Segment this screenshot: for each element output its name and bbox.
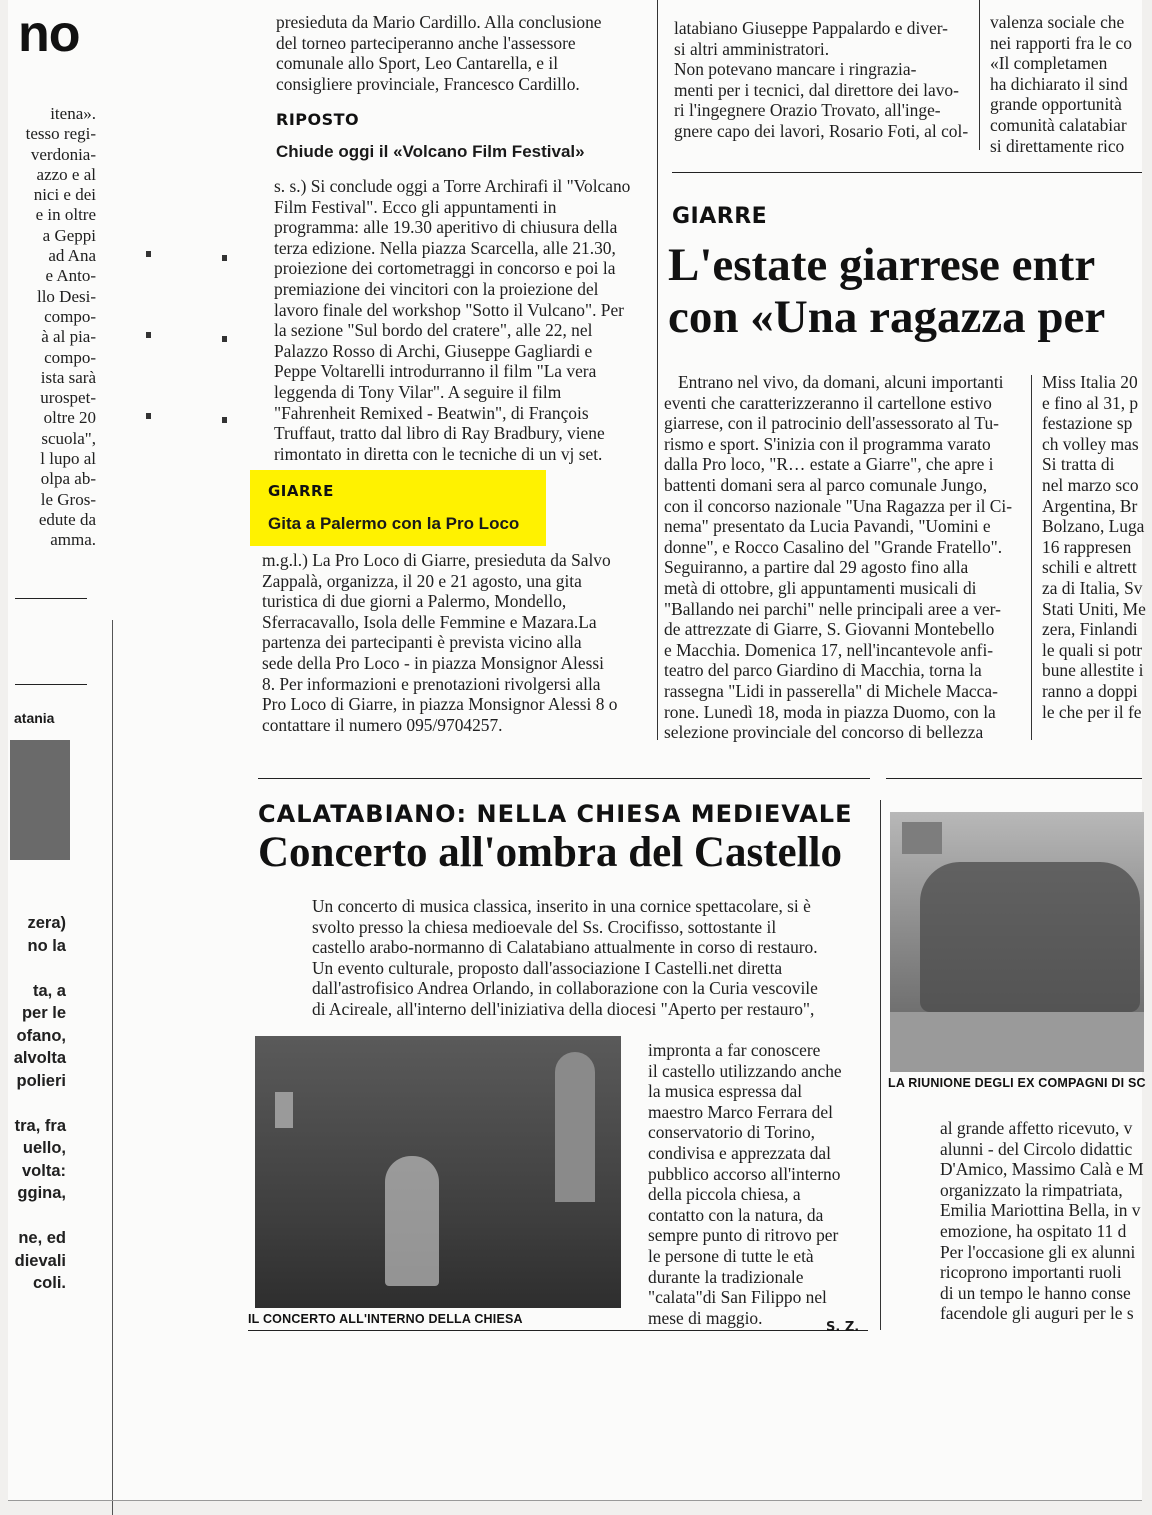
text-line: mese di maggio. [648, 1307, 763, 1328]
reunion-article-text [940, 1118, 1144, 1324]
text-line: 16 rappresen [1042, 536, 1132, 557]
text-line: scuola", [41, 428, 96, 448]
left-column-divider [15, 598, 87, 599]
text-line: m.g.l.) La Pro Loco di Giarre, presieduta da Salvo [262, 550, 611, 570]
text-line: alvolta [13, 1049, 66, 1067]
page-fold [8, 1500, 1142, 1501]
column-rule [979, 0, 980, 150]
text-line: «Il completamen [990, 53, 1108, 74]
bullet-dot [146, 413, 151, 419]
text-line: contattare il numero 095/9704257. [262, 714, 503, 735]
calatabiano-signature: S. Z. [826, 1320, 860, 1335]
text-line: di Acireale, all'interno dell'iniziativa della diocesi "Aperto per restauro", [312, 998, 815, 1019]
text-line: al grande affetto ricevuto, v [940, 1118, 1133, 1138]
text-line: la musica espressa dal [648, 1081, 803, 1102]
text-line: consigliere provinciale, Francesco Cardillo. [276, 73, 580, 94]
section-rule [886, 778, 1142, 779]
text-line: Pro Loco di Giarre, in piazza Monsignor Alessi 8 o [262, 694, 618, 715]
text-line: del torneo parteciperanno anche l'assessore [276, 32, 576, 53]
text-line: le quali si potr [1042, 639, 1142, 660]
sofa [890, 1012, 1144, 1072]
giarre-main-headline-line-2: con «Una ragazza per [668, 291, 1106, 343]
text-line: comunità calatabiar [990, 114, 1127, 135]
text-line: contatto con la natura, da [648, 1204, 824, 1225]
text-line: le Gros- [40, 489, 96, 509]
text-line [14, 1092, 66, 1115]
giarre-main-headline-line-1: L'estate giarrese entr [668, 239, 1096, 291]
text-line: per le [21, 1004, 66, 1022]
text-line: Emilia Mariottina Bella, in v [940, 1200, 1141, 1221]
text-line: za di Italia, Sv [1042, 577, 1143, 598]
text-line: dievali [14, 1251, 66, 1270]
text-line: e in oltre [35, 205, 96, 225]
text-line: selezione provinciale del concorso di bellezza [664, 722, 984, 743]
text-line: emozione, ha ospitato 11 d [940, 1220, 1127, 1241]
text-line: ranno a doppi [1042, 680, 1138, 701]
text-line: grande opportunità [990, 94, 1122, 115]
concert-photo [255, 1036, 621, 1308]
text-line: le persone di tutte le età [648, 1245, 814, 1266]
text-line: Un evento culturale, proposto dall'associazione I Castelli.net diretta [312, 957, 783, 978]
text-line: leggenda di Tony Vilar". A seguire il film [274, 381, 562, 402]
text-line: Zappalà, organizza, il 20 e 21 agosto, una gita [262, 570, 582, 591]
text-line: 8. Per informazioni e prenotazioni rivolgersi alla [262, 673, 601, 694]
text-line: rone. Lunedì 18, moda in piazza Duomo, con la [664, 701, 996, 722]
text-line: tra, fra [14, 1116, 66, 1135]
left-strip-label-catania: atania [14, 710, 55, 726]
text-line: Argentina, Br [1042, 495, 1138, 516]
text-line: impronta a far conoscere [648, 1040, 821, 1060]
left-strip-photo [10, 740, 70, 860]
text-line: Per l'occasione gli ex alunni [940, 1241, 1136, 1262]
text-line: volta: [21, 1161, 66, 1180]
text-line: battenti domani sera al parco comunale Jungo, [664, 474, 988, 495]
bullet-dot [222, 255, 227, 261]
text-line: Bolzano, Luga [1042, 516, 1145, 537]
text-line: urospet- [40, 388, 96, 408]
text-line: durante la tradizionale [648, 1266, 804, 1287]
text-line: giarrese, con il patrocinio dell'assessorato al Tu- [664, 413, 999, 434]
text-line: ch volley mas [1042, 433, 1139, 454]
text-line: schili e altrett [1042, 557, 1137, 578]
text-line: zera, Finlandi [1042, 619, 1138, 640]
text-line: valenza sociale che [990, 12, 1125, 32]
riposto-kicker: RIPOSTO [276, 110, 360, 129]
text-line: ha dichiarato il sind [990, 73, 1128, 94]
text-line: nei rapporti fra le co [990, 32, 1132, 53]
text-line [14, 1205, 66, 1228]
text-line: menti per i tecnici, dal direttore dei lavo- [674, 79, 959, 100]
text-line: Seguiranno, a partire dal 29 agosto fino alla [664, 557, 969, 578]
riposto-article-text [274, 176, 630, 464]
text-line: teatro del parco Giardino di Macchia, torna la [664, 660, 982, 681]
giarre-main-text-left [664, 372, 1012, 743]
text-line: le che per il fe [1042, 701, 1142, 722]
left-column-rule [112, 620, 113, 1515]
text-line: "Fahrenheit Remixed - Beatwin", di François [274, 402, 589, 423]
calatabiano-headline: Concerto all'ombra del Castello [258, 829, 842, 876]
text-line: bune allestite i [1042, 660, 1144, 681]
bullet-dot [222, 336, 227, 342]
church-window [275, 1092, 293, 1128]
column-rule [657, 0, 658, 740]
column-rule [1031, 375, 1032, 740]
text-line: Miss Italia 20 [1042, 372, 1138, 392]
column-b-top-text [674, 18, 968, 142]
calatabiano-side-text [648, 1040, 842, 1328]
musician-figure [385, 1156, 439, 1286]
text-line: di un tempo le hanno conse [940, 1282, 1131, 1303]
text-line: con il concorso nazionale "Una Ragazza per il Ci- [664, 495, 1013, 516]
text-line: à al pia- [41, 327, 96, 347]
reunion-photo-caption: LA RIUNIONE DEGLI EX COMPAGNI DI SC [888, 1076, 1146, 1090]
text-line: rimontato in diretta con le tecniche di un vj set. [274, 443, 603, 464]
text-line: uello, [22, 1139, 66, 1157]
left-strip [0, 0, 112, 1340]
text-line: programma: alle 19.30 aperitivo di chiusura della [274, 217, 618, 238]
text-line: a Geppi [42, 225, 96, 245]
text-line: castello arabo-normanno di Calatabiano attualmente in corso di restauro. [312, 937, 818, 958]
text-line: partenza dei partecipanti è prevista vicino alla [262, 632, 582, 653]
text-line: edute da [38, 509, 96, 529]
text-line: Film Festival". Ecco gli appuntamenti in [274, 196, 557, 217]
text-line: pubblico accorso all'interno [648, 1163, 841, 1184]
giarre-short-kicker: GIARRE [268, 482, 334, 500]
text-line: Non potevano mancare i ringrazia- [674, 59, 917, 80]
text-line: organizzato la rimpatriata, [940, 1179, 1123, 1200]
left-strip-text-lower [14, 912, 66, 1295]
text-line: premiazione dei vincitori con la proiezione del [274, 278, 599, 299]
text-line: ggina, [17, 1184, 66, 1202]
text-line: e fino al 31, p [1042, 392, 1139, 413]
text-line: comunale allo Sport, Leo Cantarella, e il [276, 53, 559, 74]
text-line: la sezione "Sul bordo del cratere", alle 22, nel [274, 320, 593, 341]
text-line: ricoprono importanti ruoli [940, 1262, 1122, 1283]
calatabiano-kicker: CALATABIANO: NELLA CHIESA MEDIEVALE [258, 800, 853, 828]
text-line: compo- [44, 306, 96, 326]
text-line: nema" presentato da Lucia Pavandi, "Uomini e [664, 516, 991, 537]
text-line: ofano, [16, 1026, 66, 1045]
text-line: e Macchia. Domenica 17, nell'incantevole anfi- [664, 639, 994, 660]
text-line: coli. [32, 1274, 66, 1292]
bullet-dot [146, 332, 151, 338]
text-line: facendole gli auguri per le s [940, 1303, 1134, 1324]
text-line: compo- [44, 347, 96, 367]
text-line: presieduta da Mario Cardillo. Alla conclusione [276, 12, 602, 32]
text-line: festazione sp [1042, 413, 1133, 434]
column-a-top-text [276, 12, 602, 94]
text-line: ta, a [32, 981, 66, 1000]
text-line: s. s.) Si conclude oggi a Torre Archirafi il "Volcano [274, 176, 631, 196]
text-line: "Ballando nei parchi" nelle principali aree a ver- [664, 598, 1001, 619]
column-c-top-text [990, 12, 1132, 156]
text-line: Stati Uniti, Me [1042, 598, 1146, 619]
text-line: si altri amministratori. [674, 38, 830, 59]
reunion-photo [890, 812, 1144, 1072]
text-line: polieri [16, 1071, 66, 1090]
text-line: verdonia- [30, 144, 96, 164]
calatabiano-lead-text [312, 896, 818, 1020]
text-line: nel marzo sco [1042, 474, 1139, 495]
text-line: proiezione dei cortometraggi in concorso e poi la [274, 258, 616, 279]
text-line: Entrano nel vivo, da domani, alcuni importanti [678, 372, 1004, 392]
text-line: azzo e al [36, 164, 96, 184]
text-line: rassegna "Lidi in passerella" di Michele Macca- [664, 680, 998, 701]
left-column-divider-2 [15, 684, 87, 685]
left-strip-text-upper [26, 104, 96, 551]
text-line: Un concerto di musica classica, inserito in una cornice spettacolare, si è [312, 896, 811, 916]
text-line: tesso regi- [25, 124, 96, 144]
text-line: dalla Pro loco, "R… estate a Giarre", che apre i [664, 454, 994, 475]
text-line: si direttamente rico [990, 135, 1125, 156]
text-line: l lupo al [40, 449, 96, 469]
text-line: olpa ab- [40, 469, 96, 489]
text-line: Truffaut, tratto dal libro di Ray Bradbury, viene [274, 423, 605, 444]
group-of-people [920, 862, 1140, 1012]
text-line: zera) [27, 914, 66, 932]
section-rule [672, 172, 1142, 173]
text-line: metà di ottobre, gli appuntamenti musicali di [664, 577, 977, 598]
text-line: il castello utilizzando anche [648, 1060, 842, 1081]
text-line: terza edizione. Nella piazza Scarcella, alle 21.30, [274, 237, 616, 258]
bullet-dot [222, 417, 227, 423]
text-line: svolto presso la chiesa medioevale del Ss. Crocifisso, sottostante il [312, 916, 777, 937]
text-line: llo Desi- [36, 286, 96, 306]
section-rule [258, 778, 870, 779]
caption-rule [248, 1330, 868, 1331]
text-line: amma. [50, 530, 96, 550]
text-line: dall'astrofisico Andrea Orlando, in collaborazione con la Curia vescovile [312, 978, 818, 999]
text-line: ad Ana [48, 246, 96, 266]
text-line: Si tratta di [1042, 454, 1115, 475]
text-line: sede della Pro Loco - in piazza Monsignor Alessi [262, 652, 604, 673]
church-arch [555, 1052, 595, 1202]
text-line: conservatorio di Torino, [648, 1122, 816, 1143]
text-line: oltre 20 [43, 408, 96, 428]
giarre-main-kicker: GIARRE [672, 204, 768, 229]
text-line: latabiano Giuseppe Pappalardo e diver- [674, 18, 948, 38]
text-line: lavoro finale del workshop "Sotto il Vulcano". Per [274, 299, 624, 320]
text-line: eventi che caratterizzeranno il cartellone estivo [664, 392, 992, 413]
text-line: sempre punto di ritrovo per [648, 1225, 839, 1246]
text-line: donne", e Rocco Casalino del "Grande Fratello". [664, 536, 1003, 557]
text-line: D'Amico, Massimo Calà e M [940, 1159, 1144, 1180]
text-line: gnere capo dei lavori, Rosario Foti, al col- [674, 120, 969, 141]
column-rule [880, 800, 881, 1330]
giarre-short-headline: Gita a Palermo con la Pro Loco [268, 514, 520, 533]
text-line: alunni - del Circolo didattic [940, 1138, 1133, 1159]
text-line: Palazzo Rosso di Archi, Giuseppe Gagliardi e [274, 340, 593, 361]
text-line: Peppe Voltarelli introdurranno il film "La vera [274, 361, 597, 382]
text-line: nici e dei [33, 185, 96, 205]
giarre-short-article-text [262, 550, 617, 735]
wall-painting [902, 822, 942, 854]
text-line [14, 957, 66, 980]
text-line: della piccola chiesa, a [648, 1184, 801, 1205]
bullet-dot [146, 251, 151, 257]
text-line: ri l'ingegnere Orazio Trovato, all'inge- [674, 100, 941, 121]
text-line: ne, ed [18, 1229, 66, 1247]
text-line: condivisa e apprezzata dal [648, 1142, 831, 1163]
text-line: e Anto- [45, 266, 96, 286]
text-line: de attrezzate di Giarre, S. Giovanni Montebello [664, 619, 995, 640]
left-strip-top-word: no [18, 5, 80, 63]
text-line: maestro Marco Ferrara del [648, 1101, 833, 1122]
text-line: itena». [50, 104, 96, 123]
text-line: ista sarà [40, 367, 96, 387]
giarre-main-text-right [1042, 372, 1146, 722]
text-line: turistica di due giorni a Palermo, Mondello, [262, 591, 567, 612]
text-line: no la [27, 936, 66, 955]
concert-photo-caption: IL CONCERTO ALL'INTERNO DELLA CHIESA [248, 1312, 523, 1326]
text-line: rismo e sport. S'inizia con il programma varato [664, 433, 991, 454]
riposto-headline: Chiude oggi il «Volcano Film Festival» [276, 142, 585, 161]
text-line: Sferracavallo, Isola delle Femmine e Mazara.La [262, 611, 597, 632]
text-line: "calata"di San Filippo nel [648, 1287, 827, 1308]
